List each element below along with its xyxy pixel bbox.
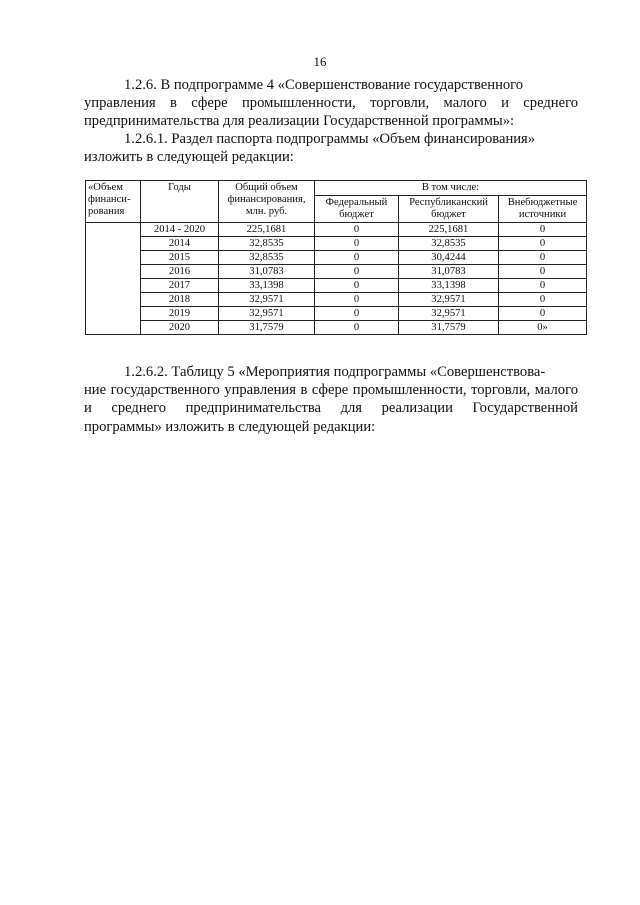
table-row [86,279,587,293]
table-row [86,223,587,237]
table-cell-federal: 0 [315,251,399,265]
table-cell-total: 33,1398 [219,279,315,293]
table-row [86,321,587,335]
table-cell-empty [86,293,141,307]
table-cell-republic: 225,1681 [399,223,499,237]
header-total: Общий объем финансирования, млн. руб. [219,181,315,223]
table-row [86,237,587,251]
page-number: 16 [313,54,327,69]
paragraph-1-2-6-2 [84,363,578,436]
table-cell-offbudget: 0 [499,307,587,321]
table-row [86,265,587,279]
paragraph-1-2-6-1-first-line: 1.2.6.1. Раздел паспорта подпрограммы «Объем финансирования» [124,131,536,147]
table-body [86,223,587,335]
table-cell-year: 2019 [141,307,219,321]
paragraph-1-2-6-first-line: 1.2.6. В подпрограмме 4 «Совершенствование государственного [124,77,524,93]
table-cell-federal: 0 [315,237,399,251]
table-cell-year: 2015 [141,251,219,265]
table-cell-federal: 0 [315,265,399,279]
table-cell-republic: 32,8535 [399,237,499,251]
header-republic: Республиканский бюджет [399,196,499,223]
table-cell-total: 32,8535 [219,251,315,265]
paragraph-1-2-6-1-text: изложить в следующей редакции: [84,149,294,166]
financing-volume-label: «Объем финанси-рования [86,181,141,223]
table-cell-empty [86,237,141,251]
table-cell-offbudget: 0 [499,251,587,265]
table-cell-republic: 30,4244 [399,251,499,265]
table-cell-republic: 31,7579 [399,321,499,335]
table-cell-total: 31,7579 [219,321,315,335]
table-cell-federal: 0 [315,223,399,237]
table-cell-federal: 0 [315,279,399,293]
table-row [86,307,587,321]
table-cell-total: 32,9571 [219,307,315,321]
table-cell-empty [86,251,141,265]
table-cell-empty [86,279,141,293]
table-cell-offbudget: 0 [499,237,587,251]
paragraph-1-2-6-2-first-line: 1.2.6.2. Таблицу 5 «Мероприятия подпрограммы «Совершенствова- [124,364,546,380]
table-cell-republic: 32,9571 [399,307,499,321]
table-cell-offbudget: 0 [499,293,587,307]
table-cell-year: 2017 [141,279,219,293]
table-cell-total: 31,0783 [219,265,315,279]
table-row [86,293,587,307]
table-cell-federal: 0 [315,293,399,307]
table-cell-empty [86,223,141,237]
table-cell-federal: 0 [315,307,399,321]
table-cell-total: 32,8535 [219,237,315,251]
header-years: Годы [141,181,219,223]
table-cell-offbudget: 0 [499,279,587,293]
table-cell-year: 2020 [141,321,219,335]
table-row [86,251,587,265]
table-cell-year: 2014 - 2020 [141,223,219,237]
header-offbudget: Внебюджетные источники [499,196,587,223]
financing-table [85,180,587,335]
table-cell-republic: 32,9571 [399,293,499,307]
paragraph-1-2-6-1 [84,130,578,166]
table-cell-federal: 0 [315,321,399,335]
table-cell-year: 2016 [141,265,219,279]
table-cell-offbudget: 0 [499,265,587,279]
table-cell-year: 2018 [141,293,219,307]
table-cell-offbudget: 0» [499,321,587,335]
table-cell-republic: 33,1398 [399,279,499,293]
table-cell-republic: 31,0783 [399,265,499,279]
table-cell-total: 225,1681 [219,223,315,237]
paragraph-1-2-6 [84,76,578,131]
header-including: В том числе: [315,181,587,196]
table-cell-empty [86,265,141,279]
table-header-row-1 [86,181,587,196]
table-cell-empty [86,307,141,321]
table-cell-total: 32,9571 [219,293,315,307]
table-cell-empty [86,321,141,335]
table-cell-year: 2014 [141,237,219,251]
header-federal: Федеральный бюджет [315,196,399,223]
table-cell-offbudget: 0 [499,223,587,237]
paragraph-1-2-6-2-text: ние государственного управления в сфере промышленности, торговли, малого и среднего предпринимательства для реализации Государственной программы» изложить в следующей редакции: [84,382,578,435]
paragraph-1-2-6-text: управления в сфере промышленности, торговли, малого и среднего предпринимательства для реализации Государственной программы»: [84,95,578,130]
